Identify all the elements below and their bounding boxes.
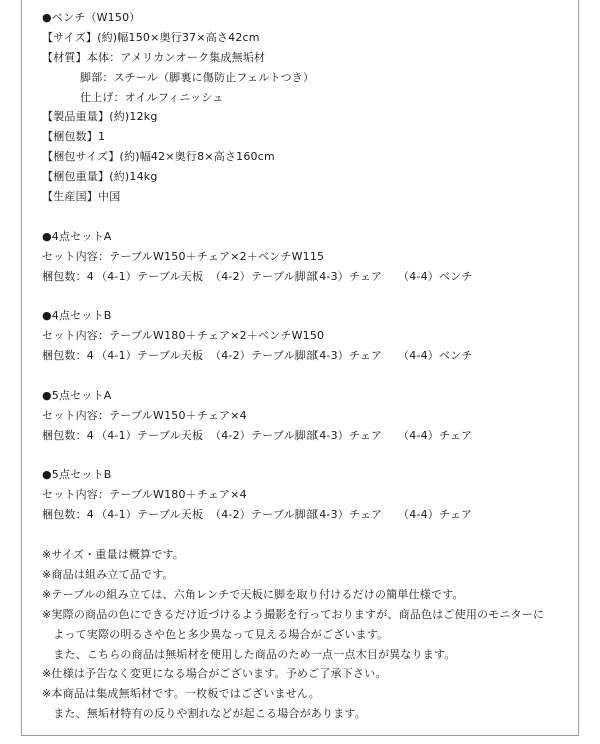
package-item: （4-1）テーブル天板 xyxy=(96,428,204,442)
set-packages xyxy=(42,505,582,525)
package-item: （4-3）チェア xyxy=(308,508,383,522)
package-count: 梱包数：4 xyxy=(42,269,94,283)
package-item: （4-2）テーブル脚部 xyxy=(210,349,318,363)
set-packages xyxy=(42,346,582,366)
package-count: 梱包数：4 xyxy=(42,508,94,522)
spacer xyxy=(42,286,582,306)
package-item: （4-4）ベンチ xyxy=(398,269,473,283)
package-item: （4-2）テーブル脚部 xyxy=(210,428,318,442)
set-5a xyxy=(42,386,582,446)
set-5b xyxy=(42,465,582,525)
notes xyxy=(42,545,582,724)
spec-material: 【材質】本体：アメリカンオーク集成無垢材 xyxy=(42,50,266,64)
set-packages xyxy=(42,267,582,287)
package-item: （4-1）テーブル天板 xyxy=(96,508,204,522)
spacer xyxy=(42,366,582,386)
package-item: （4-4）チェア xyxy=(398,428,473,442)
spec-package-size: 【梱包サイズ】(約)幅42×奥行8×高さ160cm xyxy=(42,150,275,164)
package-item: （4-4）チェア xyxy=(398,508,473,522)
spec-size: 【サイズ】(約)幅150×奥行37×高さ42cm xyxy=(42,30,260,44)
note: ※実際の商品の色にできるだけ近づけるよう撮影を行っておりますが、商品色はご使用のモニターに xyxy=(42,607,545,621)
package-item: （4-4）ベンチ xyxy=(398,349,473,363)
package-item: （4-2）テーブル脚部 xyxy=(210,508,318,522)
note: ※本商品は集成無垢材です。一枚板ではございません。 xyxy=(42,687,320,701)
set-contents: セット内容：テーブルW150＋チェア×4 xyxy=(42,408,247,422)
set-contents: セット内容：テーブルW180＋チェア×4 xyxy=(42,488,247,502)
set-4a xyxy=(42,227,582,287)
note: ※仕様は予告なく変更になる場合がございます。予めご了承下さい。 xyxy=(42,667,387,681)
set-4b xyxy=(42,306,582,366)
set-contents: セット内容：テーブルW150＋チェア×2＋ベンチW115 xyxy=(42,249,325,263)
note: また、無垢材特有の反りや割れなどが起こる場合があります。 xyxy=(42,707,366,721)
set-packages xyxy=(42,426,582,446)
spec-weight: 【製品重量】(約)12kg xyxy=(42,110,158,124)
spacer xyxy=(42,525,582,545)
package-item: （4-1）テーブル天板 xyxy=(96,269,204,283)
package-item: （4-3）チェア xyxy=(308,349,383,363)
note: よって実際の明るさや色と多少異なって見える場合がございます。 xyxy=(42,627,389,641)
set-heading: ●4点セットB xyxy=(42,309,112,323)
spacer xyxy=(42,207,582,227)
set-heading: ●4点セットA xyxy=(42,229,112,243)
note: ※テーブルの組み立ては、六角レンチで天板に脚を取り付けるだけの簡単仕様です。 xyxy=(42,587,464,601)
spec-origin: 【生産国】中国 xyxy=(42,190,121,204)
spec-material-finish: 仕上げ：オイルフィニッシュ xyxy=(80,90,224,104)
package-item: （4-2）テーブル脚部 xyxy=(210,269,318,283)
spacer xyxy=(42,446,582,466)
package-count: 梱包数：4 xyxy=(42,428,94,442)
package-item: （4-3）チェア xyxy=(308,269,383,283)
spec-package-count: 【梱包数】1 xyxy=(42,130,106,144)
set-contents: セット内容：テーブルW180＋チェア×2＋ベンチW150 xyxy=(42,329,325,343)
package-item: （4-1）テーブル天板 xyxy=(96,349,204,363)
bench-heading: ●ベンチ（W150） xyxy=(42,11,141,24)
note: また、こちらの商品は無垢材を使用した商品のため一点一点木目が異なります。 xyxy=(42,647,456,661)
package-item: （4-3）チェア xyxy=(308,428,383,442)
note: ※商品は組み立て品です。 xyxy=(42,567,174,581)
note: ※サイズ・重量は概算です。 xyxy=(42,548,185,562)
spec-material-legs: 脚部：スチール（脚裏に傷防止フェルトつき） xyxy=(80,70,315,84)
set-heading: ●5点セットA xyxy=(42,388,112,402)
spec-package-weight: 【梱包重量】(約)14kg xyxy=(42,170,158,184)
set-heading: ●5点セットB xyxy=(42,468,112,482)
product-spec-text xyxy=(42,8,582,724)
package-count: 梱包数：4 xyxy=(42,349,94,363)
